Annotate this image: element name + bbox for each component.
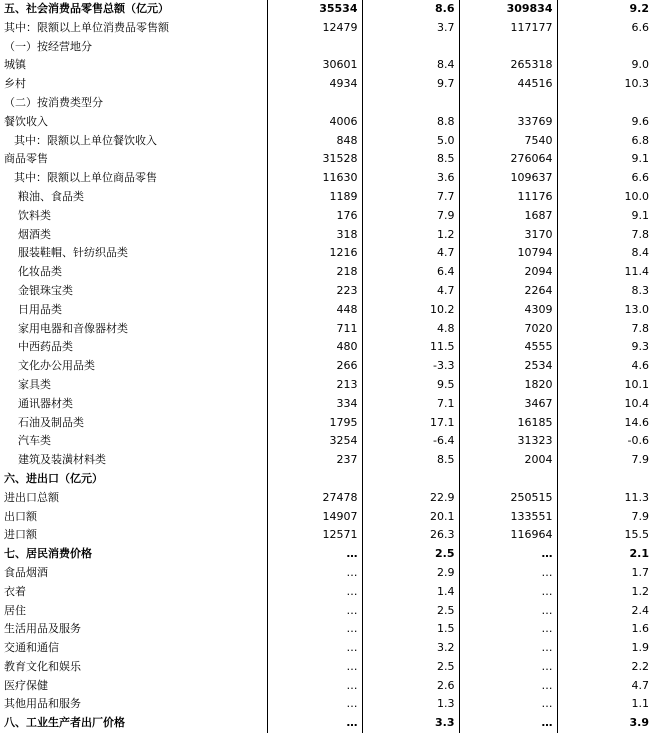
- growth-cell-2: 1.6: [557, 620, 669, 639]
- growth-cell-1: 8.8: [362, 113, 459, 132]
- growth-cell-1: 3.3: [362, 714, 459, 733]
- value-cell-1: …: [267, 564, 362, 583]
- growth-cell-2: 9.3: [557, 338, 669, 357]
- value-cell-2: 3170: [459, 226, 557, 245]
- growth-cell-2: 4.7: [557, 677, 669, 696]
- row-label: 五、社会消费品零售总额（亿元）: [4, 2, 169, 15]
- value-cell-2: …: [459, 602, 557, 621]
- growth-cell-1: 2.6: [362, 677, 459, 696]
- growth-cell-1: 2.5: [362, 602, 459, 621]
- row-label: 进口额: [4, 528, 37, 542]
- row-label: 中西药品类: [18, 340, 73, 354]
- value-cell-1: …: [267, 677, 362, 696]
- value-cell-1: 1189: [267, 188, 362, 207]
- growth-cell-2: 9.1: [557, 207, 669, 226]
- growth-cell-1: 1.5: [362, 620, 459, 639]
- growth-cell-1: [362, 94, 459, 113]
- row-label: 家用电器和音像器材类: [18, 321, 128, 335]
- table-row: [0, 19, 669, 38]
- growth-cell-1: [362, 470, 459, 489]
- growth-cell-1: -6.4: [362, 432, 459, 451]
- value-cell-2: 309834: [459, 0, 557, 19]
- growth-cell-2: 7.8: [557, 320, 669, 339]
- table-row: [0, 620, 669, 639]
- growth-cell-1: 17.1: [362, 414, 459, 433]
- table-row: [0, 658, 669, 677]
- value-cell-2: 133551: [459, 508, 557, 527]
- table-row: [0, 150, 669, 169]
- growth-cell-2: [557, 38, 669, 57]
- value-cell-1: 3254: [267, 432, 362, 451]
- value-cell-2: 2004: [459, 451, 557, 470]
- value-cell-2: 265318: [459, 56, 557, 75]
- table-row: [0, 301, 669, 320]
- table-row: [0, 489, 669, 508]
- growth-cell-2: 8.4: [557, 244, 669, 263]
- growth-cell-1: 8.5: [362, 451, 459, 470]
- row-label: 居住: [4, 603, 26, 617]
- growth-cell-2: 7.9: [557, 508, 669, 527]
- table-row: [0, 226, 669, 245]
- row-label: 饮料类: [18, 208, 51, 222]
- row-label: （二）按消费类型分: [4, 95, 103, 109]
- row-label: 金银珠宝类: [18, 283, 73, 297]
- value-cell-1: 848: [267, 132, 362, 151]
- growth-cell-1: 10.2: [362, 301, 459, 320]
- growth-cell-1: 7.9: [362, 207, 459, 226]
- table-row: [0, 188, 669, 207]
- table-row: [0, 94, 669, 113]
- row-label: 其中：限额以上单位餐饮收入: [14, 133, 157, 147]
- growth-cell-2: 1.1: [557, 695, 669, 714]
- value-cell-1: 31528: [267, 150, 362, 169]
- value-cell-2: 16185: [459, 414, 557, 433]
- value-cell-2: …: [459, 677, 557, 696]
- value-cell-2: 250515: [459, 489, 557, 508]
- growth-cell-1: 9.7: [362, 75, 459, 94]
- growth-cell-2: 6.6: [557, 19, 669, 38]
- growth-cell-2: 2.4: [557, 602, 669, 621]
- table-row: [0, 526, 669, 545]
- table-row: [0, 451, 669, 470]
- value-cell-2: 116964: [459, 526, 557, 545]
- value-cell-1: 334: [267, 395, 362, 414]
- growth-cell-2: 8.3: [557, 282, 669, 301]
- value-cell-2: 10794: [459, 244, 557, 263]
- growth-cell-2: 14.6: [557, 414, 669, 433]
- growth-cell-1: 22.9: [362, 489, 459, 508]
- growth-cell-1: 3.2: [362, 639, 459, 658]
- value-cell-1: 448: [267, 301, 362, 320]
- growth-cell-2: 1.9: [557, 639, 669, 658]
- table-row: [0, 38, 669, 57]
- row-label: 交通和通信: [4, 641, 59, 655]
- value-cell-2: …: [459, 545, 557, 564]
- value-cell-2: …: [459, 658, 557, 677]
- growth-cell-2: 4.6: [557, 357, 669, 376]
- growth-cell-2: 11.4: [557, 263, 669, 282]
- value-cell-1: 1795: [267, 414, 362, 433]
- value-cell-2: 7540: [459, 132, 557, 151]
- row-label: 进出口总额: [4, 490, 59, 504]
- table-row: [0, 639, 669, 658]
- value-cell-2: 2094: [459, 263, 557, 282]
- value-cell-2: [459, 470, 557, 489]
- value-cell-1: 4934: [267, 75, 362, 94]
- growth-cell-1: 1.2: [362, 226, 459, 245]
- growth-cell-2: 7.9: [557, 451, 669, 470]
- table-row: [0, 244, 669, 263]
- table-row: [0, 583, 669, 602]
- value-cell-2: 276064: [459, 150, 557, 169]
- growth-cell-2: 1.7: [557, 564, 669, 583]
- value-cell-2: [459, 38, 557, 57]
- row-label: 汽车类: [18, 434, 51, 448]
- table-row: [0, 320, 669, 339]
- table-row: [0, 602, 669, 621]
- value-cell-2: …: [459, 695, 557, 714]
- value-cell-1: …: [267, 639, 362, 658]
- value-cell-2: 44516: [459, 75, 557, 94]
- value-cell-1: …: [267, 620, 362, 639]
- table-row: [0, 508, 669, 527]
- value-cell-2: 4555: [459, 338, 557, 357]
- row-label: 文化办公用品类: [18, 359, 95, 373]
- row-label: 城镇: [4, 58, 26, 72]
- value-cell-1: 711: [267, 320, 362, 339]
- value-cell-1: …: [267, 658, 362, 677]
- table-row: [0, 695, 669, 714]
- table-row: [0, 338, 669, 357]
- value-cell-1: 12479: [267, 19, 362, 38]
- growth-cell-2: 10.0: [557, 188, 669, 207]
- growth-cell-2: 6.6: [557, 169, 669, 188]
- growth-cell-2: 9.0: [557, 56, 669, 75]
- table-row: [0, 376, 669, 395]
- row-label: 服装鞋帽、针纺织品类: [18, 246, 128, 260]
- section-header-row: [0, 545, 669, 564]
- row-label: 医疗保健: [4, 678, 48, 692]
- value-cell-2: …: [459, 620, 557, 639]
- row-label: （一）按经营地分: [4, 39, 92, 53]
- section-header-row: [0, 470, 669, 489]
- growth-cell-2: 11.3: [557, 489, 669, 508]
- value-cell-1: 480: [267, 338, 362, 357]
- growth-cell-1: 1.4: [362, 583, 459, 602]
- table-row: [0, 132, 669, 151]
- growth-cell-1: 8.5: [362, 150, 459, 169]
- growth-cell-2: 7.8: [557, 226, 669, 245]
- row-label: 衣着: [4, 584, 26, 598]
- table-row: [0, 263, 669, 282]
- table-row: [0, 169, 669, 188]
- growth-cell-2: 15.5: [557, 526, 669, 545]
- growth-cell-2: 10.4: [557, 395, 669, 414]
- value-cell-1: 14907: [267, 508, 362, 527]
- row-label: 教育文化和娱乐: [4, 659, 81, 673]
- row-label: 其中：限额以上单位商品零售: [14, 171, 157, 185]
- growth-cell-1: 8.4: [362, 56, 459, 75]
- row-label: 乡村: [4, 77, 26, 91]
- growth-cell-1: 1.3: [362, 695, 459, 714]
- row-label: 生活用品及服务: [4, 622, 81, 636]
- row-label: 烟酒类: [18, 227, 51, 241]
- growth-cell-1: 7.7: [362, 188, 459, 207]
- value-cell-1: 218: [267, 263, 362, 282]
- value-cell-2: 109637: [459, 169, 557, 188]
- growth-cell-2: 3.9: [557, 714, 669, 733]
- growth-cell-2: 9.6: [557, 113, 669, 132]
- growth-cell-1: 26.3: [362, 526, 459, 545]
- growth-cell-1: 4.7: [362, 282, 459, 301]
- value-cell-1: 27478: [267, 489, 362, 508]
- row-label: 食品烟酒: [4, 565, 48, 579]
- value-cell-2: 4309: [459, 301, 557, 320]
- value-cell-1: 1216: [267, 244, 362, 263]
- growth-cell-1: 4.8: [362, 320, 459, 339]
- table-row: [0, 357, 669, 376]
- row-label: 出口额: [4, 509, 37, 523]
- value-cell-1: 223: [267, 282, 362, 301]
- value-cell-1: 266: [267, 357, 362, 376]
- row-label: 粮油、食品类: [18, 189, 84, 203]
- value-cell-2: …: [459, 564, 557, 583]
- growth-cell-1: 2.5: [362, 658, 459, 677]
- value-cell-2: 117177: [459, 19, 557, 38]
- value-cell-1: …: [267, 602, 362, 621]
- value-cell-1: 35534: [267, 0, 362, 19]
- growth-cell-2: 1.2: [557, 583, 669, 602]
- section-header-row: [0, 714, 669, 733]
- value-cell-1: …: [267, 583, 362, 602]
- value-cell-1: 11630: [267, 169, 362, 188]
- growth-cell-2: [557, 470, 669, 489]
- table-row: [0, 432, 669, 451]
- value-cell-1: …: [267, 695, 362, 714]
- growth-cell-1: 2.5: [362, 545, 459, 564]
- value-cell-1: [267, 94, 362, 113]
- value-cell-2: 11176: [459, 188, 557, 207]
- table-row: [0, 564, 669, 583]
- growth-cell-1: 9.5: [362, 376, 459, 395]
- table-row: [0, 207, 669, 226]
- value-cell-2: …: [459, 583, 557, 602]
- value-cell-2: 1820: [459, 376, 557, 395]
- growth-cell-1: 7.1: [362, 395, 459, 414]
- growth-cell-2: 2.2: [557, 658, 669, 677]
- growth-cell-2: 13.0: [557, 301, 669, 320]
- growth-cell-2: 9.1: [557, 150, 669, 169]
- table-row: [0, 414, 669, 433]
- growth-cell-2: -0.6: [557, 432, 669, 451]
- row-label: 七、居民消费价格: [4, 547, 92, 561]
- value-cell-2: 31323: [459, 432, 557, 451]
- growth-cell-1: 4.7: [362, 244, 459, 263]
- row-label: 其中：限额以上单位消费品零售额: [4, 20, 169, 34]
- growth-cell-1: -3.3: [362, 357, 459, 376]
- growth-cell-2: 6.8: [557, 132, 669, 151]
- row-label: 其他用品和服务: [4, 697, 81, 711]
- row-label: 石油及制品类: [18, 415, 84, 429]
- value-cell-2: 1687: [459, 207, 557, 226]
- growth-cell-2: 10.1: [557, 376, 669, 395]
- table-row: [0, 395, 669, 414]
- growth-cell-1: 11.5: [362, 338, 459, 357]
- growth-cell-1: 2.9: [362, 564, 459, 583]
- value-cell-2: …: [459, 639, 557, 658]
- value-cell-1: 30601: [267, 56, 362, 75]
- growth-cell-1: 3.7: [362, 19, 459, 38]
- value-cell-1: …: [267, 714, 362, 733]
- value-cell-1: 176: [267, 207, 362, 226]
- growth-cell-1: [362, 38, 459, 57]
- value-cell-1: 4006: [267, 113, 362, 132]
- row-label: 商品零售: [4, 152, 48, 166]
- value-cell-1: [267, 38, 362, 57]
- row-label: 八、工业生产者出厂价格: [4, 716, 125, 730]
- growth-cell-2: 2.1: [557, 545, 669, 564]
- value-cell-2: 33769: [459, 113, 557, 132]
- table-row: [0, 75, 669, 94]
- value-cell-2: 3467: [459, 395, 557, 414]
- row-label: 日用品类: [18, 302, 62, 316]
- value-cell-1: 213: [267, 376, 362, 395]
- row-label: 六、进出口（亿元）: [4, 471, 103, 485]
- row-label: 餐饮收入: [4, 114, 48, 128]
- growth-cell-1: 20.1: [362, 508, 459, 527]
- table-row: [0, 282, 669, 301]
- value-cell-1: 12571: [267, 526, 362, 545]
- value-cell-2: 2264: [459, 282, 557, 301]
- value-cell-2: …: [459, 714, 557, 733]
- row-label: 家具类: [18, 377, 51, 391]
- growth-cell-1: 6.4: [362, 263, 459, 282]
- section-header-row: [0, 0, 669, 19]
- row-label: 建筑及装潢材料类: [18, 453, 106, 467]
- row-label: 通讯器材类: [18, 396, 73, 410]
- value-cell-1: 237: [267, 451, 362, 470]
- value-cell-2: 2534: [459, 357, 557, 376]
- growth-cell-2: [557, 94, 669, 113]
- growth-cell-1: 3.6: [362, 169, 459, 188]
- growth-cell-2: 10.3: [557, 75, 669, 94]
- growth-cell-1: 5.0: [362, 132, 459, 151]
- table-row: [0, 113, 669, 132]
- value-cell-1: [267, 470, 362, 489]
- value-cell-2: 7020: [459, 320, 557, 339]
- row-label: 化妆品类: [18, 265, 62, 279]
- table-row: [0, 677, 669, 696]
- growth-cell-1: 8.6: [362, 0, 459, 19]
- value-cell-1: 318: [267, 226, 362, 245]
- value-cell-2: [459, 94, 557, 113]
- value-cell-1: …: [267, 545, 362, 564]
- growth-cell-2: 9.2: [557, 0, 669, 19]
- table-row: [0, 56, 669, 75]
